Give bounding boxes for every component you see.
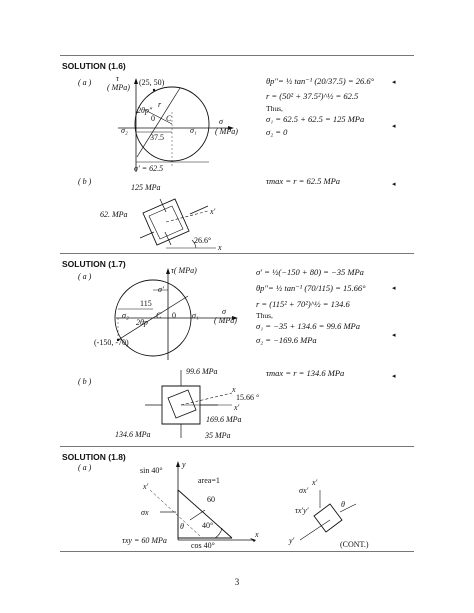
part-a-label: ( a ): [78, 272, 92, 281]
sigma-unit-label: ( MPa): [214, 316, 237, 325]
eq-1-7-a-0: σ′ = ½(−150 + 80) = −35 MPa: [256, 267, 364, 277]
cont-label: (CONT.): [340, 540, 369, 549]
right-tau-label: τx′y′: [295, 506, 309, 515]
right-x-prime-label: x′: [312, 478, 318, 487]
right-theta-label: θ: [341, 500, 345, 509]
margin-mark: ◂: [392, 78, 396, 86]
sigma1-label: σ₁: [192, 311, 199, 320]
sigma-unit-label: ( MPa): [215, 127, 238, 136]
s4-label: 35 MPa: [205, 431, 231, 440]
sigma2-label: σ₂: [122, 311, 129, 320]
heading-1-7: SOLUTION (1.7): [62, 259, 126, 269]
angle-label: 15.66 °: [236, 393, 260, 402]
s1-label: 99.6 MPa: [186, 367, 218, 376]
eq-1-7-b: τmax = r = 134.6 MPa: [266, 368, 345, 378]
page-number: 3: [234, 577, 240, 587]
left-stress-label: 62. MPa: [100, 210, 128, 219]
sigma1-label: σ₁: [190, 126, 197, 135]
forty-label: 40°: [202, 521, 214, 530]
part-b-label: ( b ): [78, 177, 92, 186]
dim-label: 37.5: [150, 133, 164, 142]
c-label: C: [166, 114, 172, 123]
part-b-label: ( b ): [78, 377, 92, 386]
eq-1-7-a-2: r = (115² + 70²)^½ = 134.6: [256, 299, 350, 309]
eq-1-6-b: τmax = r = 62.5 MPa: [266, 176, 341, 186]
zero-label: 0: [151, 114, 155, 123]
x-label: x: [255, 530, 259, 539]
right-sigma-x-label: σx′: [299, 486, 309, 495]
eq-1-6-a-2: Thus,: [266, 104, 283, 113]
angle-label: 2θp: [136, 318, 148, 327]
heading-1-6: SOLUTION (1.6): [62, 61, 126, 71]
sigma2-label: σ₂: [121, 126, 128, 135]
part-a-label: ( a ): [78, 78, 92, 87]
x-label: x: [218, 243, 222, 252]
x-label: x: [232, 385, 236, 394]
sigma-prime-label: σ′ = 62.5: [134, 164, 164, 173]
part-a-label: ( a ): [78, 463, 92, 472]
s3-label: 134.6 MPa: [115, 430, 151, 439]
dim-label: 115: [140, 299, 152, 308]
c-label: C: [156, 311, 162, 320]
sigma-prime-label: σ′: [158, 285, 164, 294]
right-y-prime-label: y′: [289, 536, 295, 545]
eq-1-7-a-3: Thus,: [256, 311, 273, 320]
eq-1-6-a-0: θp″= ½ tan⁻¹ (20/37.5) = 26.6°: [266, 76, 375, 86]
margin-mark: ◂: [392, 372, 396, 380]
x-prime-label: x′: [143, 482, 149, 491]
eq-1-6-a-1: r = (50² + 37.5²)^½ = 62.5: [266, 91, 359, 101]
point-label: (-150, -70): [94, 338, 129, 347]
x-prime-label: x′: [210, 207, 216, 216]
margin-mark: ◂: [392, 331, 396, 339]
angle-label: 2θp″: [137, 106, 153, 115]
margin-mark: ◂: [392, 180, 396, 188]
tau-label: τxy = 60 MPa: [122, 536, 167, 545]
cos-label: cos 40°: [191, 541, 215, 550]
sin-label: sin 40°: [140, 466, 163, 475]
heading-1-8: SOLUTION (1.8): [62, 452, 126, 462]
sixty-label: 60: [207, 495, 215, 504]
s2-label: 169.6 MPa: [206, 415, 242, 424]
sigma-axis-label: σ: [219, 117, 223, 126]
eq-1-7-a-5: σ₂ = −169.6 MPa: [256, 335, 317, 345]
zero-label: 0: [172, 311, 176, 320]
eq-1-7-a-1: θp″= ½ tan⁻¹ (70/115) = 15.66°: [256, 283, 366, 293]
tau-axis-label: τ( MPa): [171, 266, 197, 275]
top-stress-label: 125 MPa: [131, 183, 161, 192]
eq-1-7-a-4: σ₁ = −35 + 134.6 = 99.6 MPa: [256, 321, 360, 331]
eq-1-6-a-3: σ₁ = 62.5 + 62.5 = 125 MPa: [266, 114, 365, 124]
angle-label: 26.6°: [194, 236, 212, 245]
margin-mark: ◂: [392, 122, 396, 130]
sigma-axis-label: σ: [222, 307, 226, 316]
point-label: (25, 50): [139, 78, 165, 87]
sigma-x-label: σx: [141, 508, 149, 517]
y-label: y: [182, 460, 186, 469]
theta-label: θ: [180, 522, 184, 531]
eq-1-6-a-4: σ₂ = 0: [266, 127, 288, 137]
x-prime-label: x′: [234, 403, 240, 412]
tau-unit-label: ( MPa): [107, 83, 130, 92]
area-label: area=1: [198, 476, 220, 485]
tau-axis-label: τ: [116, 74, 119, 83]
r-label: r: [158, 100, 162, 109]
margin-mark: ◂: [392, 284, 396, 292]
